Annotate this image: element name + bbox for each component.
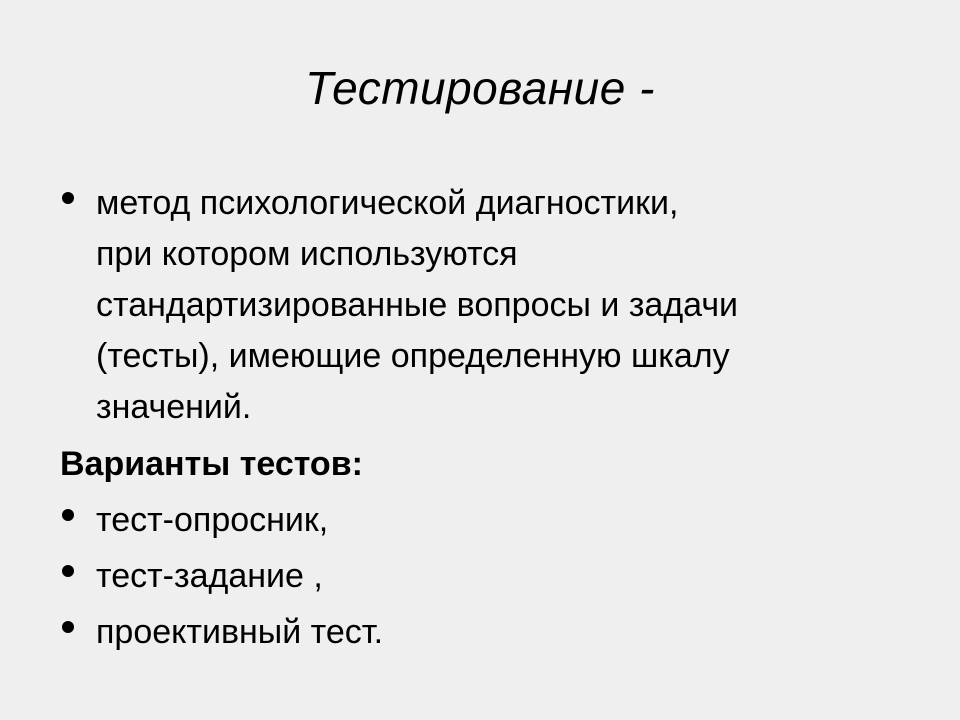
variants-heading: Варианты тестов: [60,445,363,483]
definition-line: значений. [96,388,252,426]
definition-line: при котором используются [96,235,518,273]
variant-item [60,495,920,546]
slide-content [60,178,920,658]
variant-label: тест-задание , [96,557,323,595]
variant-label: тест-опросник, [96,501,329,539]
variant-item [60,551,920,602]
definition-line: (тесты), имеющие определенную шкалу [96,337,730,375]
slide-title: Тестирование - [305,62,655,114]
definition-line: стандартизированные вопросы и задачи [96,286,739,324]
definition-bullet [60,178,920,433]
definition-line: метод психологической диагностики, [96,184,679,222]
variant-label: проективный тест. [96,613,384,651]
variant-item [60,607,920,658]
